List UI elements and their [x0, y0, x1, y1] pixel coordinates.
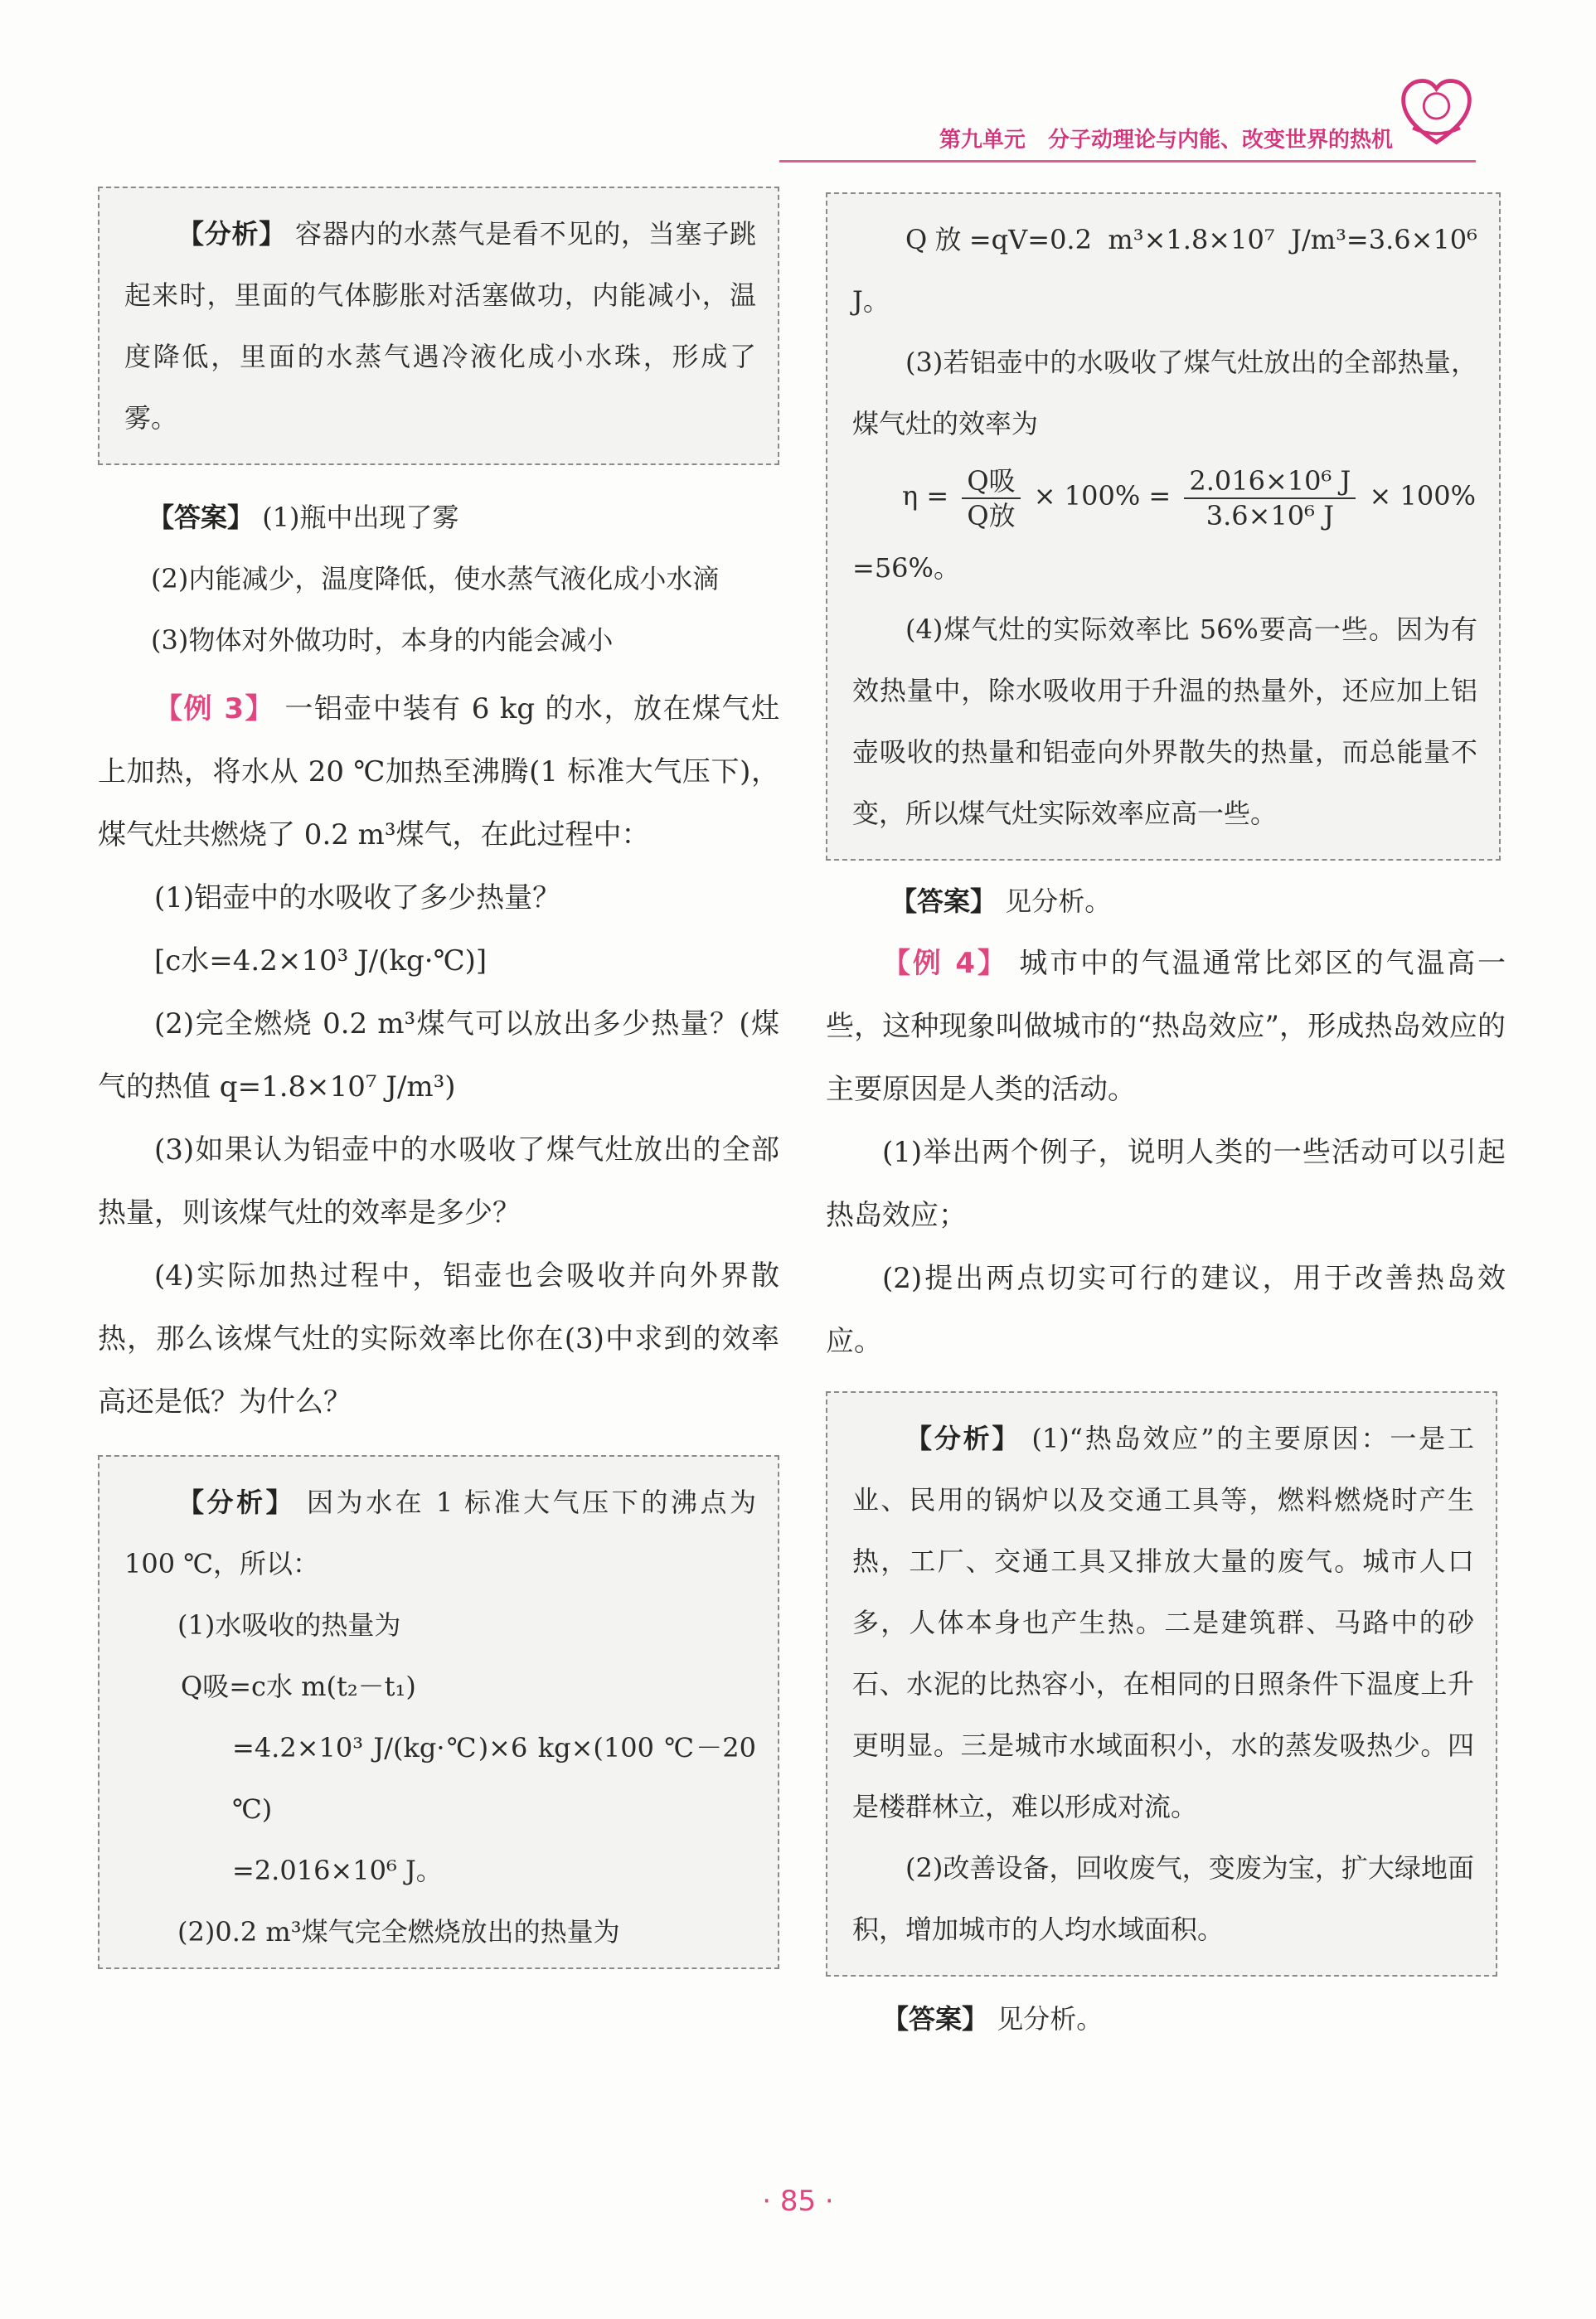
page-header [779, 73, 1476, 160]
analysis-3-p1-text: (1)“热岛效应”的主要原因：一是工业、民用的锅炉以及交通工具等，燃料燃烧时产生热，工厂、交通工具又排放大量的废气。城市人口多，人体本身也产生热。二是建筑群、马路中的砂石、水泥的比热容小，在相同的日照条件下温度上升更明显。三是城市水域面积小，水的蒸发吸热少。四是楼群林立，难以形成对流。 [852, 1423, 1474, 1822]
right-column [826, 192, 1506, 2050]
example-4-text: 城市中的气温通常比郊区的气温高一些，这种现象叫做城市的“热岛效应”，形成热岛效应的主要原因是人类的活动。 [826, 947, 1506, 1106]
example-3-tag: 【例 3】 [154, 692, 275, 725]
unit-label: 第九单元 [939, 128, 1026, 153]
example-3-q4: (4)实际加热过程中，铝壶也会吸收并向外界散热，那么该煤气灶的实际效率比你在(3)中求到的效率高还是低？为什么？ [98, 1259, 779, 1419]
analysis-2-step-1: (1)水吸收的热量为 [177, 1609, 401, 1641]
analysis-tag: 【分析】 [177, 218, 287, 250]
analysis-1 [124, 203, 756, 449]
header-divider [779, 160, 1476, 163]
analysis-box-3 [826, 1391, 1497, 1977]
analysis-2-step-3: (3)若铝壶中的水吸收了煤气灶放出的全部热量，煤气灶的效率为 [852, 347, 1477, 439]
analysis-2-eq-2: =4.2×10³ J/(kg·℃)×6 kg×(100 ℃－20 ℃) [232, 1732, 756, 1825]
analysis-2-intro-text: 因为水在 1 标准大气压下的沸点为 100 ℃，所以： [124, 1487, 756, 1579]
example-3-q2: (2)完全燃烧 0.2 m³煤气可以放出多少热量？(煤气的热值 q=1.8×10⁷ J/m³) [98, 1007, 779, 1104]
analysis-3-p1 [852, 1408, 1474, 1837]
analysis-2-eq-1: Q吸=c水 m(t₂－t₁) [181, 1671, 416, 1702]
fraction-q-ratio [962, 464, 1020, 532]
analysis-tag: 【分析】 [905, 1423, 1021, 1454]
example-3-q1-hint: [c水=4.2×10³ J/(kg·℃)] [154, 944, 488, 978]
answer-1-item-1: (1)瓶中出现了雾 [262, 502, 459, 533]
header-title [939, 123, 1393, 153]
efficiency-formula [852, 454, 1477, 537]
chapter-title: 分子动理论与内能、改变世界的热机 [1047, 128, 1393, 153]
eta-result: =56%。 [852, 552, 960, 584]
example-4-q2: (2)提出两点切实可行的建议，用于改善热岛效应。 [826, 1262, 1506, 1358]
answer-2 [826, 871, 1506, 932]
example-3-q1: (1)铝壶中的水吸收了多少热量？ [154, 881, 561, 915]
fraction-values [1184, 464, 1356, 532]
left-column [98, 187, 779, 1969]
answer-3-text: 见分析。 [997, 2003, 1104, 2035]
analysis-2-step-4: (4)煤气灶的实际效率比 56%要高一些。因为有效热量中，除水吸收用于升温的热量外，还应加上铝壶吸收的热量和铝壶向外界散失的热量，而总能量不变，所以煤气灶实际效率应高一些。 [852, 614, 1477, 829]
fraction-denominator: 3.6×10⁶ J [1205, 499, 1334, 531]
example-3 [98, 677, 779, 866]
analysis-2-eq-3: =2.016×10⁶ J。 [232, 1855, 443, 1886]
heart-logo-icon [1397, 73, 1476, 152]
example-3-q3: (3)如果认为铝壶中的水吸收了煤气灶放出的全部热量，则该煤气灶的效率是多少？ [98, 1133, 779, 1230]
answer-2-text: 见分析。 [1005, 885, 1112, 917]
answer-tag: 【答案】 [890, 885, 997, 917]
answer-tag: 【答案】 [882, 2003, 989, 2035]
answer-1-item-2: (2)内能减少，温度降低，使水蒸气液化成小水滴 [151, 563, 720, 594]
answer-tag: 【答案】 [148, 502, 255, 533]
analysis-tag: 【分析】 [177, 1487, 296, 1518]
analysis-2-intro [124, 1472, 756, 1594]
eta-symbol: η = [902, 480, 949, 512]
analysis-box-2 [98, 1455, 779, 1969]
analysis-3-p2: (2)改善设备，回收废气，变废为宝，扩大绿地面积，增加城市的人均水域面积。 [852, 1852, 1474, 1945]
fraction-numerator: 2.016×10⁶ J [1184, 464, 1356, 499]
times-100-percent: × 100% = [1033, 480, 1172, 512]
fraction-denominator: Q放 [967, 499, 1016, 531]
example-3-text: 一铝壶中装有 6 kg 的水，放在煤气灶上加热，将水从 20 ℃加热至沸腾(1 标准大气压下)，煤气灶共燃烧了 0.2 m³煤气，在此过程中： [98, 692, 780, 851]
example-4 [826, 932, 1506, 1121]
times-100-percent: × 100% [1369, 480, 1476, 512]
fraction-numerator: Q吸 [962, 464, 1020, 499]
analysis-box-2-continued [826, 192, 1501, 861]
answer-3 [826, 1988, 1506, 2050]
eq-q-fang: Q放=qV=0.2 m³×1.8×10⁷ J/m³=3.6×10⁶ J。 [852, 224, 1477, 317]
page-number: · 85 · [762, 2185, 834, 2218]
answer-1-line-1 [98, 487, 779, 548]
analysis-1-text: 容器内的水蒸气是看不见的，当塞子跳起来时，里面的气体膨胀对活塞做功，内能减小，温度降低，里面的水蒸气遇冷液化成小水珠，形成了雾。 [124, 218, 756, 434]
example-4-tag: 【例 4】 [882, 947, 1008, 980]
analysis-2-step-2: (2)0.2 m³煤气完全燃烧放出的热量为 [177, 1916, 620, 1948]
answer-1-item-3: (3)物体对外做功时，本身的内能会减小 [151, 624, 614, 656]
analysis-box-1 [98, 187, 779, 465]
example-4-q1: (1)举出两个例子，说明人类的一些活动可以引起热岛效应； [826, 1136, 1506, 1232]
